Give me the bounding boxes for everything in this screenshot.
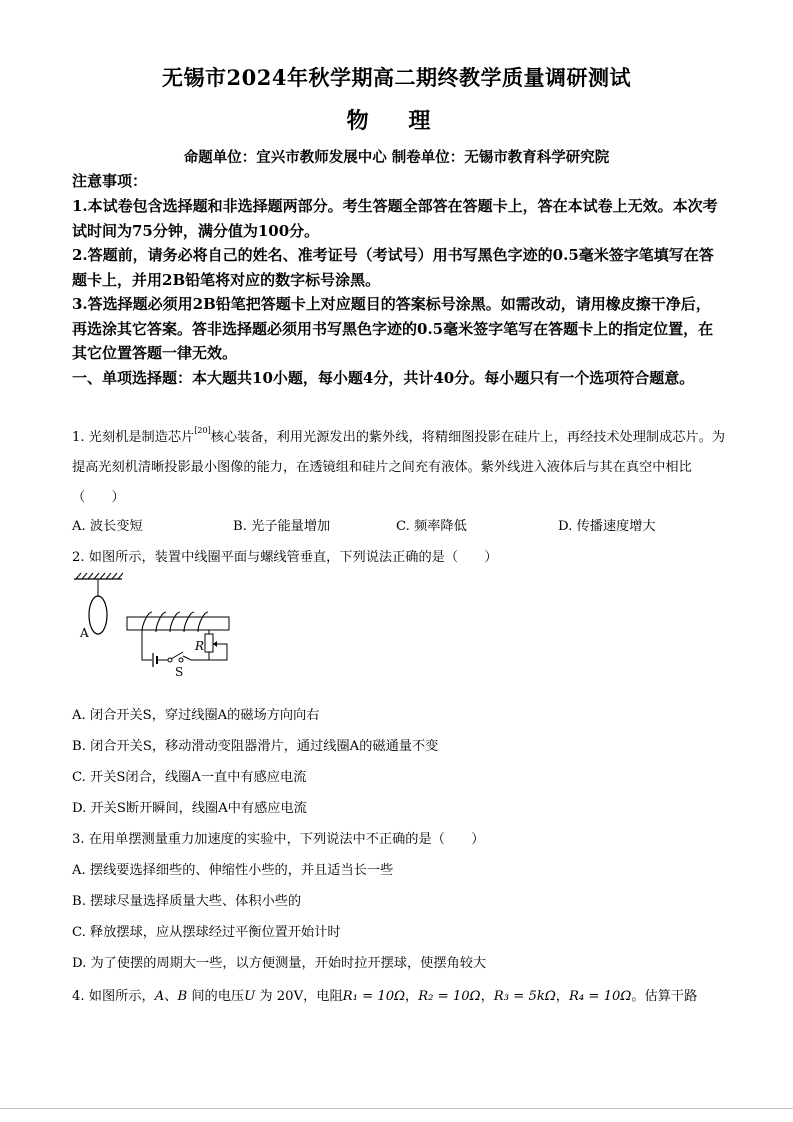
question-4-stem xyxy=(72,985,732,1004)
question-4-text-3: 间的电压 xyxy=(187,989,245,1004)
solenoid-windings xyxy=(142,612,208,632)
resistor-r3-value: R₃ = 5kΩ xyxy=(493,989,556,1004)
question-4-text-4: 为 20V，电阻 xyxy=(255,989,343,1004)
question-1-option-d: D. 传播速度增大 xyxy=(558,519,656,534)
question-1-text-a: 1. 光刻机是制造芯片 xyxy=(72,430,195,445)
question-3-stem: 3. 在用单摆测量重力加速度的实验中，下列说法中不正确的是（ ） xyxy=(72,832,485,847)
page-bottom-divider xyxy=(0,1108,793,1109)
separator-2: ， xyxy=(480,989,494,1004)
coil-a-label: A xyxy=(80,626,89,640)
rheostat xyxy=(205,634,213,652)
circuit-wires xyxy=(142,630,227,660)
question-4-text-1: 4. 如图所示， xyxy=(72,989,155,1004)
notice-item-1: 1.本试卷包含选择题和非选择题两部分。考生答题全部答在答题卡上，答在本试卷上无效。本次考试时间为75分钟，满分值为100分。 xyxy=(72,197,718,240)
question-1-footnote: [20] xyxy=(194,426,211,435)
point-b-symbol: B xyxy=(177,989,188,1004)
question-4-text-2: 、 xyxy=(164,989,178,1004)
separator-1: ， xyxy=(405,989,419,1004)
rheostat-label: R xyxy=(195,639,205,653)
section-heading: 一、单项选择题：本大题共10小题，每小题4分，共计40分。每小题只有一个选项符合题意。 xyxy=(72,369,695,387)
resistor-r1-value: R₁ = 10Ω xyxy=(342,989,406,1004)
question-3-option-b: B. 摆球尽量选择质量大些、体积小些的 xyxy=(72,894,302,909)
question-3-option-c: C. 释放摆球，应从摆球经过平衡位置开始计时 xyxy=(72,925,341,940)
switch-contact-right xyxy=(179,658,183,662)
notice-heading: 注意事项： xyxy=(72,172,148,190)
notice-item-3: 3.答选择题必须用2B铅笔把答题卡上对应题目的答案标号涂黑。如需改动，请用橡皮擦干净后，再选涂其它答案。答非选择题必须用书写黑色字迹的0.5毫米签字笔写在答题卡上的指定位置，在其它位置答题一律无效。 xyxy=(72,295,714,363)
question-4-text-5: 。估算干路 xyxy=(631,989,698,1004)
question-3-option-a: A. 摆线要选择细些的、伸缩性小些的，并且适当长一些 xyxy=(72,863,394,878)
point-a-symbol: A xyxy=(154,989,165,1004)
issuing-units: 命题单位：宜兴市教师发展中心 制卷单位：无锡市教育科学研究院 xyxy=(183,149,610,166)
resistor-r2-value: R₂ = 10Ω xyxy=(418,989,481,1004)
question-2-option-a: A. 闭合开关S，穿过线圈A的磁场方向向右 xyxy=(72,708,320,723)
question-2-option-d: D. 开关S断开瞬间，线圈A中有感应电流 xyxy=(72,801,307,816)
notice-item-2: 2.答题前，请务必将自己的姓名、准考证号（考试号）用书写黑色字迹的0.5毫米签字笔填写在答题卡上，并用2B铅笔将对应的数字标号涂黑。 xyxy=(72,246,714,289)
solenoid-circuit-figure xyxy=(70,570,240,685)
question-1-stem xyxy=(72,416,726,513)
coil-a xyxy=(89,596,107,634)
question-1-option-b: B. 光子能量增加 xyxy=(233,519,331,534)
switch-label: S xyxy=(175,665,184,679)
ceiling-hatch xyxy=(76,573,123,579)
rheostat-slider-arrow xyxy=(213,641,217,647)
question-3-option-d: D. 为了使摆的周期大一些，以方便测量，开始时拉开摆球，使摆角较大 xyxy=(72,956,487,971)
subject-title: 物 理 xyxy=(346,108,447,134)
page-title: 无锡市2024年秋学期高二期终教学质量调研测试 xyxy=(162,65,631,90)
question-2-option-b: B. 闭合开关S，移动滑动变阻器滑片，通过线圈A的磁通量不变 xyxy=(72,739,439,754)
question-2-option-c: C. 开关S闭合，线圈A一直中有感应电流 xyxy=(72,770,307,785)
question-1-text-b: 核心装备，利用光源发出的紫外线，将精细图投影在硅片上，再经技术处理制成芯片。为提高光刻机清晰投影最小图像的能力，在透镜组和硅片之间充有液体。紫外线进入液体后与其在真空中相比（ ） xyxy=(72,430,726,505)
voltage-symbol: U xyxy=(244,989,256,1004)
question-1-option-a: A. 波长变短 xyxy=(72,519,143,534)
question-2-stem: 2. 如图所示，装置中线圈平面与螺线管垂直，下列说法正确的是（ ） xyxy=(72,550,498,565)
resistor-r4-value: R₄ = 10Ω xyxy=(568,989,632,1004)
separator-3: ， xyxy=(555,989,569,1004)
question-1-option-c: C. 频率降低 xyxy=(396,519,467,534)
